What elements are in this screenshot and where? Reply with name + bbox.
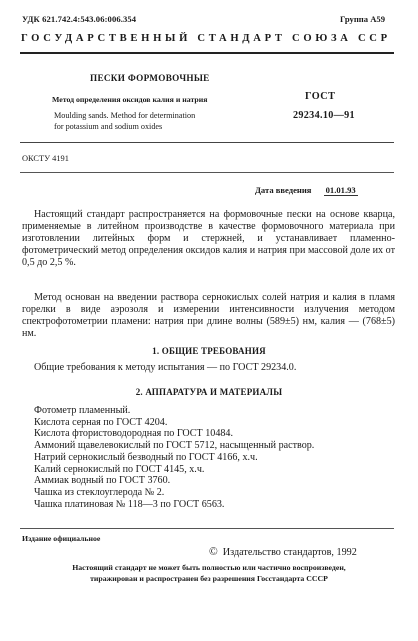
list-item: Кислота фтористоводородная по ГОСТ 10484. (34, 428, 233, 440)
group-code: Группа А59 (339, 14, 385, 24)
list-item: Натрий сернокислый безводный по ГОСТ 4166, х.ч. (34, 451, 258, 463)
official-edition-label: Издание официальное (22, 534, 101, 543)
notice-line: Настоящий стандарт не может быть полностью или частично воспроизведен, (72, 563, 346, 572)
udk-code: УДК 621.742.4:543.06:006.354 (22, 14, 137, 24)
section-2-heading: 2. АППАРАТУРА И МАТЕРИАЛЫ (135, 387, 283, 397)
section-1-text: Общие требования к методу испытания — по ГОСТ 29234.0. (34, 362, 297, 373)
list-item: Чашка из стеклоуглерода № 2. (34, 486, 165, 498)
header-divider (20, 52, 394, 54)
intro-date-label: Дата введения (255, 185, 312, 195)
section-1-heading: 1. ОБЩИЕ ТРЕБОВАНИЯ (152, 346, 266, 356)
list-item: Фотометр пламенный. (34, 405, 131, 416)
document-title: ПЕСКИ ФОРМОВОЧНЫЕ (90, 73, 210, 83)
copyright-text: Издательство стандартов, 1992 (222, 547, 357, 558)
okstu-divider (20, 172, 394, 173)
gost-label: ГОСТ (305, 91, 336, 102)
list-item: Чашка платиновая № 118—3 по ГОСТ 6563. (34, 498, 225, 510)
document-subtitle: Метод определения оксидов калия и натрия (52, 95, 208, 104)
reproduction-notice (22, 563, 396, 584)
list-item: Калий сернокислый по ГОСТ 4145, х.ч. (34, 463, 205, 475)
standard-header-title: ГОСУДАРСТВЕННЫЙ СТАНДАРТ СОЮЗА ССР (21, 33, 391, 44)
okstu-code: ОКСТУ 4191 (22, 154, 69, 163)
copyright-icon: © (209, 546, 218, 558)
paragraph-scope: Настоящий стандарт распространяется на формовочные пески на основе кварца, применяемые в литейном производстве в качестве формовочного материала при изготовлении литейных форм и стержней, и устанавливает пламенно-фотометрический метод определения оксидов калия и натрия при массовой доле их от 0,5 до 2,5 %. (22, 209, 395, 269)
intro-date (255, 185, 358, 196)
title-divider (20, 142, 394, 143)
materials-list (34, 405, 314, 510)
paragraph-method: Метод основан на введении раствора сернокислых солей натрия и калия в пламя горелки в виде аэрозоля и измерении интенсивности излучения методом спектрофотометрии пламени: натрия при длине волны (589±5) нм, калия — (768±5) нм. (22, 292, 395, 340)
copyright-line (209, 546, 357, 558)
intro-date-value: 01.01.93 (325, 185, 356, 195)
english-title-line: Moulding sands. Method for determination (54, 111, 196, 120)
notice-line: тиражирован и распространен без разрешения Госстандарта СССР (90, 573, 328, 583)
gost-number: 29234.10—91 (293, 110, 355, 121)
list-item: Аммиак водный по ГОСТ 3760. (34, 475, 171, 487)
english-title (54, 110, 294, 132)
list-item: Аммоний щавелевокислый по ГОСТ 5712, насыщенный раствор. (34, 440, 315, 452)
english-title-line: for potassium and sodium oxides (54, 122, 163, 131)
list-item: Кислота серная по ГОСТ 4204. (34, 416, 168, 428)
footer-divider (20, 528, 394, 529)
